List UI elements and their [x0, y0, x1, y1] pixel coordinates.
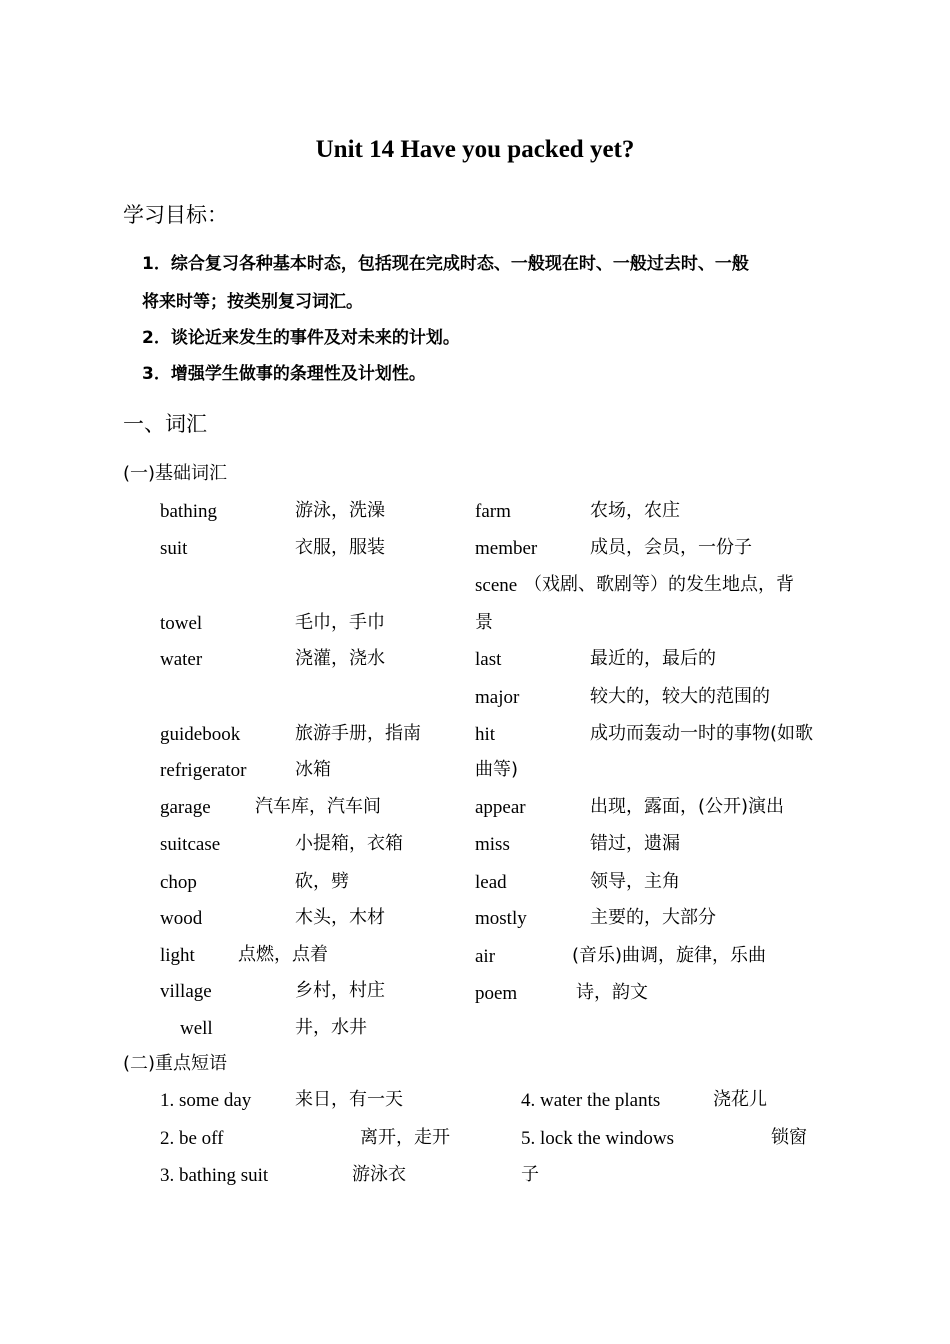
- vocab-meaning: 冰箱: [295, 759, 331, 780]
- vocab-word: chop: [160, 872, 197, 893]
- vocab-word: mostly: [475, 908, 527, 929]
- vocab-meaning: 毛巾，手巾: [295, 612, 385, 633]
- vocab-meaning: 汽车库，汽车间: [255, 796, 381, 817]
- vocab-word: member: [475, 538, 538, 559]
- vocab-meaning: 木头，木材: [295, 907, 385, 928]
- phrase: 5. lock the windows: [521, 1128, 675, 1149]
- vocab-meaning: 最近的，最后的: [590, 648, 716, 669]
- objective-line: 2．谈论近来发生的事件及对未来的计划。: [142, 328, 460, 348]
- basic-vocab-heading: (一)基础词汇: [123, 463, 228, 484]
- vocab-meaning: 诗，韵文: [576, 982, 648, 1003]
- vocab-meaning: (音乐)曲调，旋律，乐曲: [572, 945, 767, 966]
- vocab-word: air: [475, 946, 496, 967]
- phrase-meaning: 锁窗: [771, 1127, 807, 1148]
- vocab-meaning: 错过，遗漏: [590, 833, 680, 854]
- vocab-word: well: [180, 1018, 213, 1039]
- vocab-meaning: 井，水井: [295, 1017, 367, 1038]
- vocab-heading: 一、词汇: [123, 412, 207, 436]
- vocab-word: wood: [160, 908, 203, 929]
- vocab-word: lead: [475, 872, 507, 893]
- vocab-meaning: 出现，露面，(公开)演出: [590, 796, 785, 817]
- vocab-word: hit: [475, 724, 496, 745]
- vocab-meaning: 乡村，村庄: [295, 980, 385, 1001]
- vocab-word: major: [475, 687, 520, 708]
- vocab-word: bathing: [160, 501, 217, 522]
- objective-line: 1．综合复习各种基本时态，包括现在完成时态、一般现在时、一般过去时、一般: [142, 254, 749, 274]
- phrase-meaning: 来日，有一天: [295, 1089, 403, 1110]
- vocab-word: light: [160, 945, 195, 966]
- vocab-word: towel: [160, 613, 203, 634]
- phrase-meaning: 游泳衣: [352, 1164, 406, 1185]
- page-title: Unit 14 Have you packed yet?: [315, 136, 635, 163]
- phrase-meaning: 离开，走开: [360, 1127, 450, 1148]
- vocab-word: scene: [475, 575, 518, 596]
- vocab-word: water: [160, 649, 203, 670]
- phrase: 1. some day: [160, 1090, 252, 1111]
- phrase: 2. be off: [160, 1128, 224, 1149]
- phrase-meaning: 浇花儿: [713, 1089, 767, 1110]
- objective-line: 3．增强学生做事的条理性及计划性。: [142, 364, 426, 384]
- vocab-word: miss: [475, 834, 510, 855]
- vocab-meaning: 游泳，洗澡: [295, 500, 385, 521]
- phrases-heading: (二)重点短语: [123, 1053, 228, 1074]
- vocab-word: refrigerator: [160, 760, 247, 781]
- vocab-meaning-continued: 曲等): [475, 759, 519, 780]
- vocab-meaning: 浇灌，浇水: [295, 648, 385, 669]
- vocab-word: guidebook: [160, 724, 241, 745]
- vocab-word: farm: [475, 501, 511, 522]
- phrase: 4. water the plants: [521, 1090, 661, 1111]
- vocab-meaning: （戏剧、歌剧等）的发生地点，背: [524, 574, 794, 595]
- vocab-word: suitcase: [160, 834, 221, 855]
- objectives-heading: 学习目标：: [123, 203, 228, 227]
- vocab-meaning: 领导，主角: [590, 871, 680, 892]
- objective-line: 将来时等；按类别复习词汇。: [142, 292, 363, 312]
- vocab-word: suit: [160, 538, 188, 559]
- vocab-word: appear: [475, 797, 526, 818]
- vocab-word: poem: [475, 983, 518, 1004]
- vocab-meaning: 衣服，服装: [295, 537, 385, 558]
- vocab-meaning: 旅游手册，指南: [295, 723, 421, 744]
- vocab-meaning: 成功而轰动一时的事物(如歌: [590, 723, 814, 744]
- vocab-meaning: 成员，会员，一份子: [590, 537, 752, 558]
- vocab-meaning: 砍，劈: [295, 871, 349, 892]
- phrase: 3. bathing suit: [160, 1165, 269, 1186]
- phrase-meaning-continued: 子: [521, 1164, 539, 1185]
- vocab-meaning: 主要的，大部分: [590, 907, 716, 928]
- vocab-word: last: [475, 649, 502, 670]
- vocab-meaning: 较大的，较大的范围的: [590, 686, 770, 707]
- vocab-meaning: 农场，农庄: [590, 500, 680, 521]
- vocab-word: garage: [160, 797, 211, 818]
- vocab-word: village: [160, 981, 212, 1002]
- vocab-meaning: 点燃，点着: [238, 944, 328, 965]
- vocab-meaning: 小提箱，衣箱: [295, 833, 403, 854]
- vocab-meaning-continued: 景: [475, 612, 493, 633]
